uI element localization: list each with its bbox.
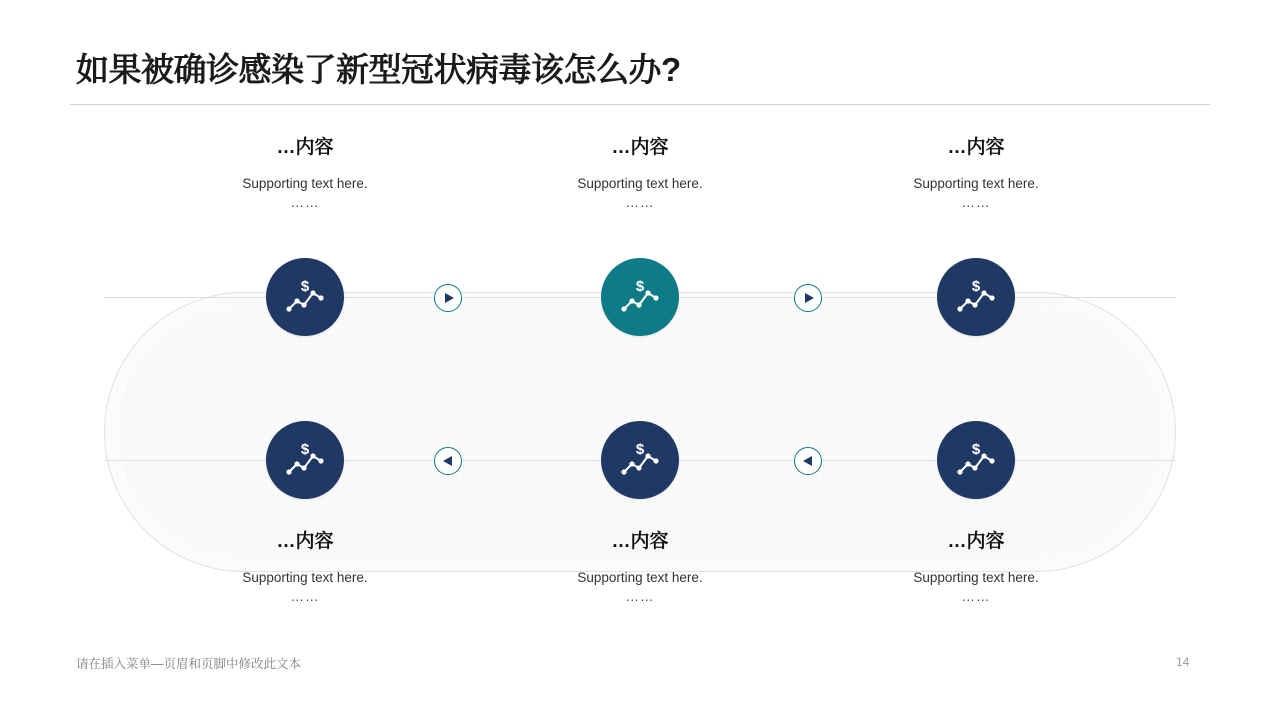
label-text: Supporting text here. bbox=[913, 570, 1039, 585]
connector-bottom-2 bbox=[458, 460, 600, 461]
title-divider bbox=[70, 104, 1210, 105]
label-dots: …… bbox=[625, 195, 655, 211]
svg-text:$: $ bbox=[971, 441, 981, 458]
connector-bottom-1 bbox=[340, 460, 440, 461]
svg-text:$: $ bbox=[300, 441, 310, 458]
triangle-right-icon bbox=[445, 293, 454, 303]
node-bottom-2[interactable] bbox=[601, 421, 679, 499]
dollar-chart-icon bbox=[618, 440, 662, 480]
node-bottom-1[interactable] bbox=[266, 421, 344, 499]
label-heading: …内容 bbox=[611, 531, 669, 552]
dollar-chart-icon bbox=[283, 440, 327, 480]
node-top-1[interactable] bbox=[266, 258, 344, 336]
process-diagram bbox=[0, 110, 1280, 640]
page-title: 如果被确诊感染了新型冠状病毒该怎么办? bbox=[76, 51, 681, 88]
label-top-3 bbox=[846, 132, 1106, 210]
arrow-right-icon-top-1[interactable] bbox=[434, 284, 462, 312]
dollar-chart-icon bbox=[954, 440, 998, 480]
footer-placeholder-text: 请在插入菜单—页眉和页脚中修改此文本 bbox=[76, 657, 302, 671]
label-bottom-1 bbox=[175, 526, 435, 604]
dollar-chart-icon bbox=[618, 277, 662, 317]
connector-bottom-5 bbox=[1014, 460, 1176, 461]
label-bottom-3 bbox=[846, 526, 1106, 604]
svg-text:$: $ bbox=[635, 441, 645, 458]
triangle-left-icon bbox=[443, 456, 452, 466]
label-text: Supporting text here. bbox=[242, 176, 368, 191]
arrow-left-icon-bottom-2[interactable] bbox=[794, 447, 822, 475]
label-bottom-2 bbox=[510, 526, 770, 604]
node-bottom-3[interactable] bbox=[937, 421, 1015, 499]
label-heading: …内容 bbox=[276, 137, 334, 158]
label-dots: …… bbox=[961, 589, 991, 605]
connector-bottom-0 bbox=[104, 460, 266, 461]
dollar-chart-icon bbox=[283, 277, 327, 317]
label-text: Supporting text here. bbox=[242, 570, 368, 585]
page-number: 14 bbox=[1176, 655, 1190, 669]
label-dots: …… bbox=[290, 589, 320, 605]
triangle-left-icon bbox=[803, 456, 812, 466]
arrow-right-icon-top-2[interactable] bbox=[794, 284, 822, 312]
dollar-chart-icon bbox=[954, 277, 998, 317]
label-text: Supporting text here. bbox=[913, 176, 1039, 191]
connector-top-5 bbox=[1014, 297, 1176, 298]
label-dots: …… bbox=[625, 589, 655, 605]
label-dots: …… bbox=[290, 195, 320, 211]
connector-top-1 bbox=[340, 297, 440, 298]
svg-text:$: $ bbox=[300, 278, 310, 295]
connector-top-4 bbox=[818, 297, 936, 298]
connector-top-2 bbox=[458, 297, 600, 298]
node-top-2[interactable] bbox=[601, 258, 679, 336]
label-heading: …内容 bbox=[947, 531, 1005, 552]
label-heading: …内容 bbox=[947, 137, 1005, 158]
arrow-left-icon-bottom-1[interactable] bbox=[434, 447, 462, 475]
label-top-1 bbox=[175, 132, 435, 210]
connector-bottom-4 bbox=[818, 460, 936, 461]
connector-bottom-3 bbox=[680, 460, 798, 461]
label-text: Supporting text here. bbox=[577, 570, 703, 585]
triangle-right-icon bbox=[805, 293, 814, 303]
node-top-3[interactable] bbox=[937, 258, 1015, 336]
label-heading: …内容 bbox=[276, 531, 334, 552]
connector-top-0 bbox=[104, 297, 266, 298]
svg-text:$: $ bbox=[635, 278, 645, 295]
label-heading: …内容 bbox=[611, 137, 669, 158]
label-top-2 bbox=[510, 132, 770, 210]
connector-top-3 bbox=[680, 297, 798, 298]
label-dots: …… bbox=[961, 195, 991, 211]
label-text: Supporting text here. bbox=[577, 176, 703, 191]
svg-text:$: $ bbox=[971, 278, 981, 295]
